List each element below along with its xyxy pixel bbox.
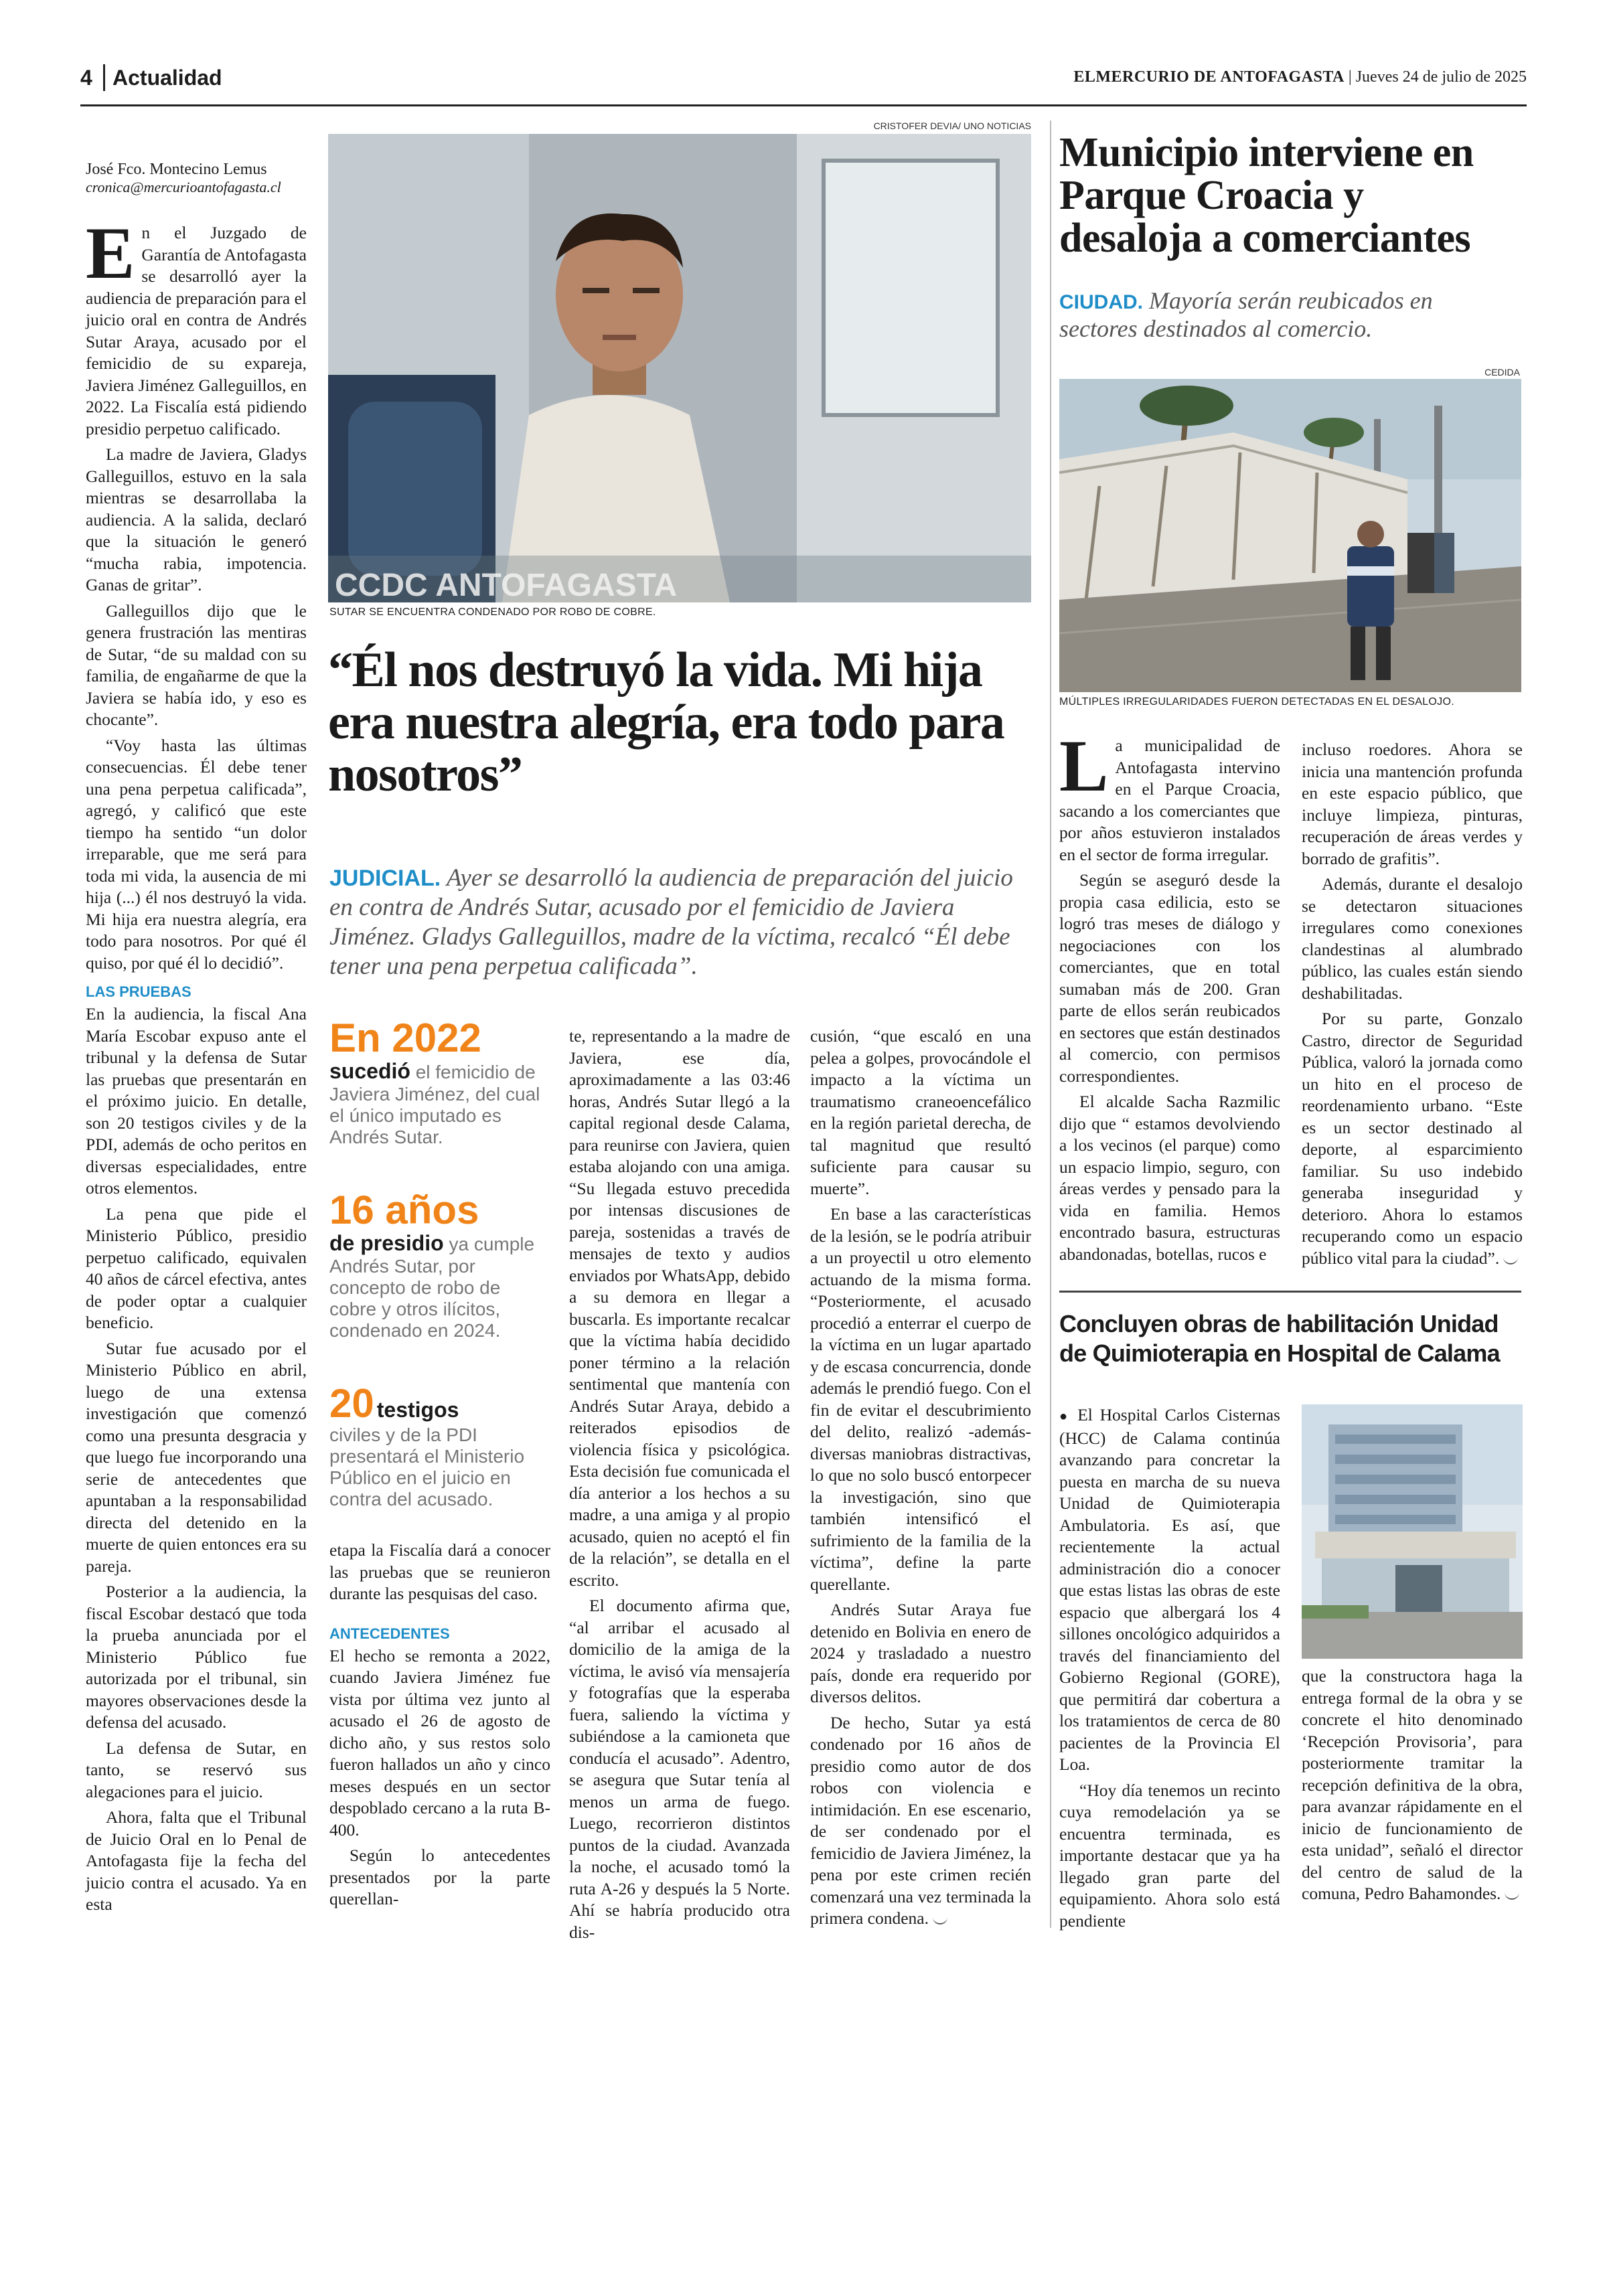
main-photo-image — [328, 134, 1031, 602]
brief-photo-image — [1302, 1404, 1523, 1659]
byline — [86, 161, 307, 196]
header-divider — [103, 64, 105, 91]
brief-lead: ● El Hospital Carlos Cisternas (HCC) de Calama continúa avanzando para concretar la puesta en marcha de su nueva Unidad de Quimioterapia Ambulatoria. Es así, que recientemente la actual administración dio a conocer que estas listas las obras de este espacio que albergará los 4 sillones oncológico adquiridos a través del financiamiento del Gobierno Regional (GORE), que permitirá dar cobertura a los tratamientos de cerca de 80 pacientes de la Provincia El Loa. — [1059, 1405, 1280, 1774]
paragraph: En la audiencia, la fiscal Ana María Escobar expuso ante el tribunal y la defensa de Sutar las pruebas que presentarán en el próximo juicio. En detalle, son 20 testigos civiles y de la PDI, además de ocho peritos en diversas especialidades, entre otros elementos. — [86, 1004, 307, 1198]
publication-dateline: ELMERCURIO DE ANTOFAGASTA | Jueves 24 de julio de 2025 — [1073, 68, 1527, 86]
paragraph: que la constructora haga la entrega formal de la obra y se concrete el hito denominado ‘Recepción Provisoria’, para posteriormente tramitar la recepción definitiva de la obra, para avanzar rápidamente en el inicio de funcionamiento de esta unidad”, señaló el director del centro de salud de la comuna, Pedro Bahamondes. — [1302, 1666, 1523, 1903]
paragraph: etapa la Fiscalía dará a conocer las pruebas que se reunieron durante las pesquisas del caso. — [329, 1540, 550, 1603]
stat-item — [329, 1187, 544, 1341]
photo-overlay-text: CCDC ANTOFAGASTA — [335, 568, 678, 602]
side-standfirst-text: Mayoría serán reubicados en sectores destinados al comercio. — [1059, 287, 1433, 342]
section-name: Actualidad — [112, 66, 222, 90]
paragraph: La defensa de Sutar, en tanto, se reservó sus alegaciones para el juicio. — [86, 1738, 307, 1801]
stat-lead: testigos — [376, 1398, 459, 1422]
stat-description: ya cumple Andrés Sutar, por concepto de robo de cobre y otros ilícitos, condenado en 2024. — [329, 1234, 535, 1341]
paragraph: Por su parte, Gonzalo Castro, director de Seguridad Pública, valoró la jornada como un hito en el proceso de reordenamiento urbano. “Este es un sector destinado al deporte, al esparcimiento familiar. Su uso indebido generaba inseguridad y deterioro. Ahora lo estamos recuperando como un espacio público vital para la ciudad”. — [1302, 1009, 1523, 1268]
stat-number: 20 — [329, 1381, 374, 1426]
main-headline: “Él nos destruyó la vida. Mi hija era nuestra alegría, era todo para nosotros” — [328, 643, 1004, 802]
paragraph: “Voy hasta las últimas consecuencias. Él debe tener una pena perpetua calificada”, agregó, y calificó que este tiempo ha sentido “un dolor irreparable, que me será para toda mi vida, la ausencia de mi hija (...) él nos destruyó la vida. Mi hija era nuestra alegría, era todo para nosotros. Por qué él quiso, por qué él lo decidió”. — [86, 735, 307, 973]
end-mark-icon — [1505, 1890, 1519, 1900]
side-kicker: CIUDAD. — [1059, 291, 1143, 313]
main-standfirst-text: Ayer se desarrolló la audiencia de preparación del juicio en contra de Andrés Sutar, acusado por el femicidio de Javiera Jiménez. Gladys Galleguillos, madre de la víctima, recalcó “Él debe tener una pena perpetua calificada”. — [329, 864, 1013, 980]
main-photo-caption: SUTAR SE ENCUENTRA CONDENADO POR ROBO DE COBRE. — [329, 606, 656, 618]
side-story-intro: La municipalidad de Antofagasta intervino en el Parque Croacia, sacando a los comerciantes que por años estuvieron instalados en el sector de forma irregular. — [1059, 725, 1280, 864]
paragraph: El documento afirma que, “al arribar el acusado al domicilio de la amiga de la víctima, le avisó vía mensajería y fotografías que la esperaba fuera, saliendo la víctima y subiéndose a la camioneta que conducía el acusado”. Adentro, se asegura que Sutar tenía al menos un arma de fuego. Luego, recorrieron distintos puntos de la ciudad. Avanzada la noche, el acusado tomó la ruta A-26 y después la 5 Norte. Ahí se habría producido otra dis- — [569, 1596, 790, 1942]
paragraph: El hecho se remonta a 2022, cuando Javiera Jiménez fue vista por última vez junto al acusado el 26 de agosto de dicho año, y sus restos solo fueron hallados un año y cinco meses después en un sector despoblado cercano a la ruta B-400. — [329, 1645, 550, 1839]
brief-column-1 — [1059, 1404, 1280, 1936]
end-mark-icon — [1503, 1255, 1518, 1264]
stat-number: 16 años — [329, 1187, 479, 1232]
page-header — [80, 64, 1527, 106]
bullet-icon: ● — [1059, 1409, 1071, 1424]
paragraph: Posterior a la audiencia, la fiscal Escobar destacó que toda la prueba anunciada por el Ministerio Público fue autorizada por el tribunal, sin mayores observaciones desde la defensa del acusado. — [86, 1582, 307, 1732]
subhead-antecedentes: ANTECEDENTES — [329, 1625, 450, 1642]
paragraph: “Hoy día tenemos un recinto cuya remodelación ya se encuentra terminada, es importante destacar que ya ha llegado gran parte del equipamiento. Ahora solo está pendiente — [1059, 1780, 1280, 1931]
column-divider — [1050, 120, 1051, 1928]
brief-divider — [1059, 1291, 1521, 1293]
side-photo-caption: MÚLTIPLES IRREGULARIDADES FUERON DETECTADAS EN EL DESALOJO. — [1059, 696, 1454, 708]
paragraph: cusión, “que escaló en una pelea a golpes, provocándole el impacto a la víctima un traumatismo craneoencefálico en la región parietal derecha, de tal magnitud que resultó suficiente para causar su muerte”. — [810, 1026, 1031, 1198]
stat-description: el femicidio de Javiera Jiménez, del cual el único imputado es Andrés Sutar. — [329, 1062, 540, 1147]
stats-box — [329, 1017, 544, 1510]
main-story-column-3 — [569, 1026, 790, 1947]
brief-column-2 — [1302, 1665, 1523, 1909]
paragraph: De hecho, Sutar ya está condenado por 16 años de presidio como autor de dos robos con violencia e intimidación. En ese escenario, de ser condenado por el femicidio de Javiera Jiménez, la pena por este crimen recién comenzará una vez terminada la primera condena. — [810, 1712, 1031, 1928]
paragraph: La pena que pide el Ministerio Público, presidio perpetuo calificado, equivalen 40 años de cárcel efectiva, antes de poder optar a cualquier beneficio. — [86, 1204, 307, 1332]
byline-author: José Fco. Montecino Lemus — [86, 161, 267, 178]
end-mark-icon — [933, 1915, 947, 1924]
paragraph: La madre de Javiera, Gladys Galleguillos, estuvo en la sala mientras se desarrollaba la audiencia. A la salida, declaró que la situación le generó “mucha rabia, impotencia. Ganas de gritar”. — [86, 444, 307, 594]
stat-item — [329, 1383, 544, 1510]
stat-item — [329, 1017, 544, 1148]
side-photo — [1059, 379, 1521, 692]
paragraph: Según lo antecedentes presentados por la parte querellan- — [329, 1846, 550, 1908]
stat-number: En 2022 — [329, 1015, 481, 1060]
paragraph: Según se aseguró desde la propia casa edilicia, esto se logró tras meses de diálogo y negociaciones con los comerciantes, que en total sumaban más de 200. Gran parte de ellos serán reubicados en sectores que están destinados al comercio, con permisos correspondientes. — [1059, 870, 1280, 1086]
side-headline: Municipio interviene en Parque Croacia y desaloja a comerciantes — [1059, 130, 1474, 261]
publication-name: ELMERCURIO DE ANTOFAGASTA — [1073, 68, 1345, 86]
paragraph: En base a las características de la lesión, se le podría atribuir a un proyectil u otro elemento actuando de la misma forma. “Posteriormente, el acusado procedió a enterrar el cuerpo de la víctima en un lugar apartado y de escasa concurrencia, donde además le prendió fuego. Con el fin de evitar el descubrimiento del delito, realizó -además- diversas maniobras distractivas, lo que no solo buscó entorpecer la investigación, sino que también intensificó el sufrimiento de la familia de la víctima”, define la parte querellante. — [810, 1204, 1031, 1594]
subhead-pruebas: LAS PRUEBAS — [86, 983, 192, 1000]
main-photo-credit: CRISTOFER DEVIA/ UNO NOTICIAS — [873, 120, 1031, 131]
byline-email: cronica@mercurioantofagasta.cl — [86, 179, 281, 195]
publication-date: Jueves 24 de julio de 2025 — [1355, 68, 1527, 86]
paragraph: Además, durante el desalojo se detectaron situaciones irregulares como conexiones clandestinas al alumbrado público, las cuales están siendo deshabilitadas. — [1302, 874, 1523, 1003]
main-story-column-1 — [86, 212, 307, 1920]
side-story-column-1 — [1059, 725, 1280, 1269]
side-standfirst — [1059, 286, 1515, 343]
paragraph: Ahora, falta que el Tribunal de Juicio Oral en lo Penal de Antofagasta fije la fecha del juicio contra el acusado. Ya en esta — [86, 1807, 307, 1914]
side-photo-image — [1059, 379, 1521, 692]
dropcap: E — [86, 212, 135, 294]
paragraph: te, representando a la madre de Javiera, ese día, aproximadamente a las 03:46 horas, Andrés Sutar llegó a la capital regional desde Calama, para reunirse con Javiera, quien estaba alojando con una amiga. “Su llegada estuvo precedida por intensas discusiones de pareja, sostenidas a través de mensajes de texto y audios enviados por WhatsApp, debido a su demora en llegar a buscarla. Es importante recalcar que la víctima había decidido poner término a la relación sentimental que mantenía con Andrés Sutar Araya, debido a reiterados episodios de violencia física y psicológica. Esta decisión fue comunicada el día anterior a los hechos a su madre, a una amiga y al propio acusado, quien no aceptó el fin de la relación”, se detalla en el escrito. — [569, 1026, 790, 1590]
main-kicker: JUDICIAL. — [329, 866, 441, 891]
main-story-intro: En el Juzgado de Garantía de Antofagasta se desarrolló ayer la audiencia de preparación para el juicio oral en contra de Andrés Sutar Araya, acusado por el femicidio de su expareja, Javiera Jiménez Galleguillos, en 2022. La Fiscalía está pidiendo presidio perpetuo calificado. — [86, 212, 307, 438]
main-photo — [328, 134, 1031, 602]
brief-photo — [1302, 1404, 1523, 1659]
side-photo-credit: CEDIDA — [1484, 367, 1520, 378]
paragraph: Galleguillos dijo que le genera frustración las mentiras de Sutar, “de su maldad con su familia, de engañarme de que la Javiera se había ido, y eso es chocante”. — [86, 600, 307, 729]
main-story-column-4 — [810, 1026, 1031, 1934]
stat-lead: sucedió — [329, 1059, 410, 1083]
paragraph: Sutar fue acusado por el Ministerio Público en abril, luego de una extensa investigación que comenzó como una presunta desgracia y que luego fue incorporando una serie de antecedentes que apuntaban a la responsabilidad directa del detenido en la muerte de quien entonces era su pareja. — [86, 1338, 307, 1576]
page-number: 4 — [80, 66, 92, 90]
main-standfirst — [329, 864, 1032, 981]
paragraph: Andrés Sutar Araya fue detenido en Bolivia en enero de 2024 y trasladado a nuestro país, donde era requerido por diversos delitos. — [810, 1600, 1031, 1706]
main-story-column-2 — [329, 1540, 550, 1914]
stat-description: civiles y de la PDI presentará el Ministerio Público en el juicio en contra del acusado. — [329, 1424, 525, 1509]
stat-lead: de presidio — [329, 1231, 444, 1255]
dropcap: L — [1059, 725, 1109, 807]
paragraph: incluso roedores. Ahora se inicia una mantención profunda en este espacio público, que incluye limpieza, pinturas, recuperación de áreas verdes y borrado de grafitis”. — [1302, 740, 1523, 868]
paragraph: El alcalde Sacha Razmilic dijo que “ estamos devolviendo a los vecinos (el parque) como un espacio limpio, seguro, con áreas verdes y pensado para la vida en familia. Hemos encontrado basura, estructuras abandonadas, botellas, rucos e — [1059, 1092, 1280, 1264]
side-story-column-2 — [1302, 739, 1523, 1273]
brief-headline: Concluyen obras de habilitación Unidad de Quimioterapia en Hospital de Calama — [1059, 1310, 1500, 1367]
